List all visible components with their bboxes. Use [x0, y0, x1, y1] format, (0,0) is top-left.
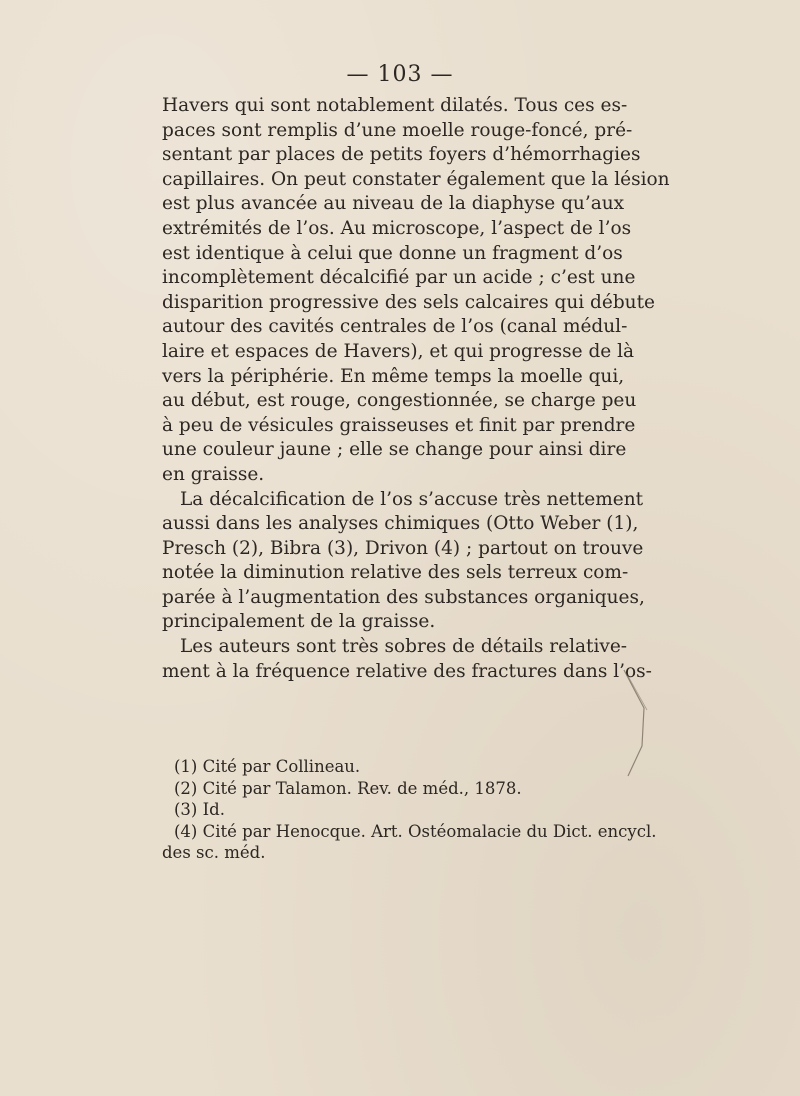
body-line: disparition progressive des sels calcaires qui débute	[162, 291, 655, 313]
body-line: parée à l’augmentation des substances organiques,	[162, 586, 645, 608]
footnote-line: (4) Cité par Henocque. Art. Ostéomalacie du Dict. encycl.	[174, 821, 657, 841]
body-line: au début, est rouge, congestionnée, se charge peu	[162, 390, 637, 412]
footnote-line: (2) Cité par Talamon. Rev. de méd., 1878.	[174, 778, 522, 798]
body-line: capillaires. On peut constater également que la lésion	[162, 168, 670, 190]
footnote-line: des sc. méd.	[162, 843, 266, 862]
body-line: sentant par places de petits foyers d’hémorrhagies	[162, 144, 641, 166]
body-line: Havers qui sont notablement dilatés. Tous ces es-	[162, 95, 628, 116]
body-line: une couleur jaune ; elle se change pour ainsi dire	[162, 439, 627, 461]
body-line: à peu de vésicules graisseuses et finit par prendre	[162, 414, 636, 436]
body-line: ment à la fréquence relative des fractures dans l’os-	[162, 660, 652, 682]
footnote-line: (3) Id.	[174, 800, 225, 819]
body-line: notée la diminution relative des sels terreux com-	[162, 562, 629, 584]
body-line: incomplètement décalcifié par un acide ; c’est une	[162, 267, 636, 289]
body-text	[162, 94, 670, 684]
body-line: est identique à celui que donne un fragment d’os	[162, 242, 623, 264]
body-line: est plus avancée au niveau de la diaphyse qu’aux	[162, 193, 625, 215]
page-edge-mark	[620, 668, 650, 778]
body-line: Les auteurs sont très sobres de détails relative-	[180, 636, 628, 658]
page-number: — 103 —	[346, 62, 454, 87]
body-line: vers la périphérie. En même temps la moelle qui,	[162, 365, 625, 387]
body-line: La décalcification de l’os s’accuse très nettement	[180, 488, 644, 510]
body-line: aussi dans les analyses chimiques (Otto Weber (1),	[162, 513, 639, 535]
body-line: paces sont remplis d’une moelle rouge-foncé, pré-	[162, 119, 633, 141]
body-line: extrémités de l’os. Au microscope, l’aspect de l’os	[162, 217, 632, 239]
footnotes	[162, 756, 657, 864]
body-line: Presch (2), Bibra (3), Drivon (4) ; partout on trouve	[162, 537, 644, 559]
footnote-line: (1) Cité par Collineau.	[174, 757, 361, 776]
body-line: principalement de la graisse.	[162, 611, 436, 633]
body-line: en graisse.	[162, 463, 265, 485]
body-line: laire et espaces de Havers), et qui progresse de là	[162, 340, 635, 362]
body-line: autour des cavités centrales de l’os (canal médul-	[162, 316, 628, 338]
